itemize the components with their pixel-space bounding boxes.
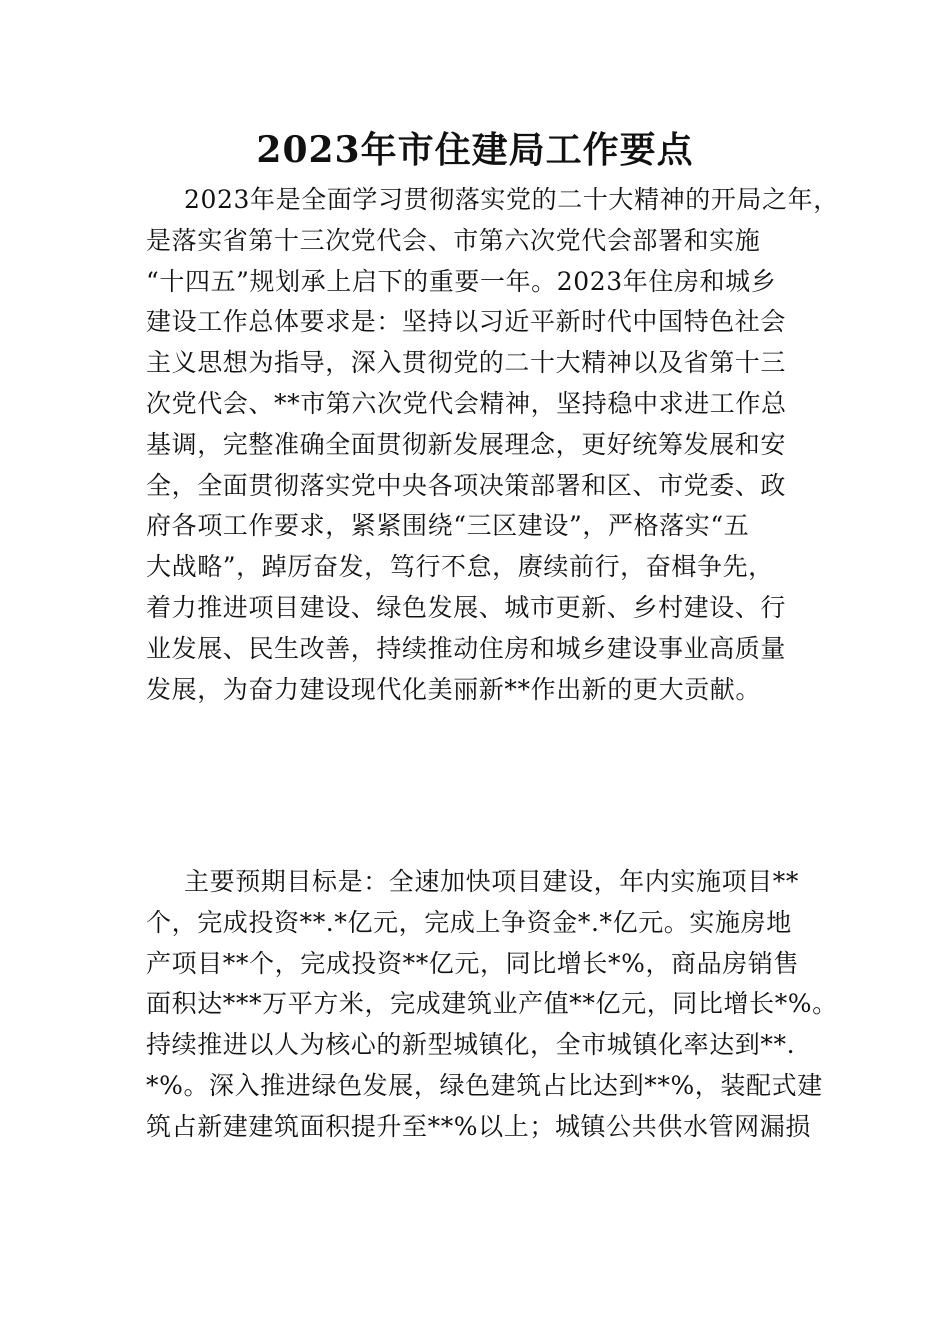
text-line: 2023年是全面学习贯彻落实党的二十大精神的开局之年， <box>184 185 839 214</box>
text-line: 府各项工作要求，紧紧围绕“三区建设”，严格落实“五 <box>146 511 750 541</box>
text-line: 产项目**个，完成投资**亿元，同比增长*%，商品房销售 <box>146 948 800 978</box>
text-line: 发展，为奋力建设现代化美丽新**作出新的更大贡献。 <box>146 674 762 704</box>
text-line: 是落实省第十三次党代会、市第六次党代会部署和实施 <box>146 225 761 255</box>
text-line: 大战略”，踔厉奋发，笃行不怠，赓续前行，奋楫争先， <box>146 552 774 582</box>
document-title: 2023年市住建局工作要点 <box>256 129 694 171</box>
text-line: 次党代会、**市第六次党代会精神，坚持稳中求进工作总 <box>146 388 787 418</box>
text-line: 主义思想为指导，深入贯彻党的二十大精神以及省第十三 <box>146 348 787 378</box>
text-line: 全，全面贯彻落实党中央各项决策部署和区、市党委、政 <box>146 470 787 500</box>
text-line: 个，完成投资**.*亿元，完成上争资金*.*亿元。实施房地 <box>146 907 792 937</box>
text-line: 基调，完整准确全面贯彻新发展理念，更好统筹发展和安 <box>146 429 787 459</box>
text-line: 着力推进项目建设、绿色发展、城市更新、乡村建设、行 <box>146 592 787 622</box>
paragraph-main-targets <box>146 862 836 1148</box>
text-line: *%。深入推进绿色发展，绿色建筑占比达到**%，装配式建 <box>146 1070 823 1100</box>
text-line: 筑占新建建筑面积提升至**%以上；城镇公共供水管网漏损 <box>146 1111 811 1141</box>
text-line: 持续推进以人为核心的新型城镇化，全市城镇化率达到**. <box>146 1030 796 1060</box>
text-line: 面积达***万平方米，完成建筑业产值**亿元，同比增长*%。 <box>146 989 838 1019</box>
paragraph-general-requirements <box>146 180 839 710</box>
text-line: 主要预期目标是：全速加快项目建设，年内实施项目** <box>184 867 800 896</box>
text-line: “十四五”规划承上启下的重要一年。2023年住房和城乡 <box>146 266 777 296</box>
text-line: 业发展、民生改善，持续推动住房和城乡建设事业高质量 <box>146 633 787 663</box>
text-line: 建设工作总体要求是：坚持以习近平新时代中国特色社会 <box>146 307 787 337</box>
